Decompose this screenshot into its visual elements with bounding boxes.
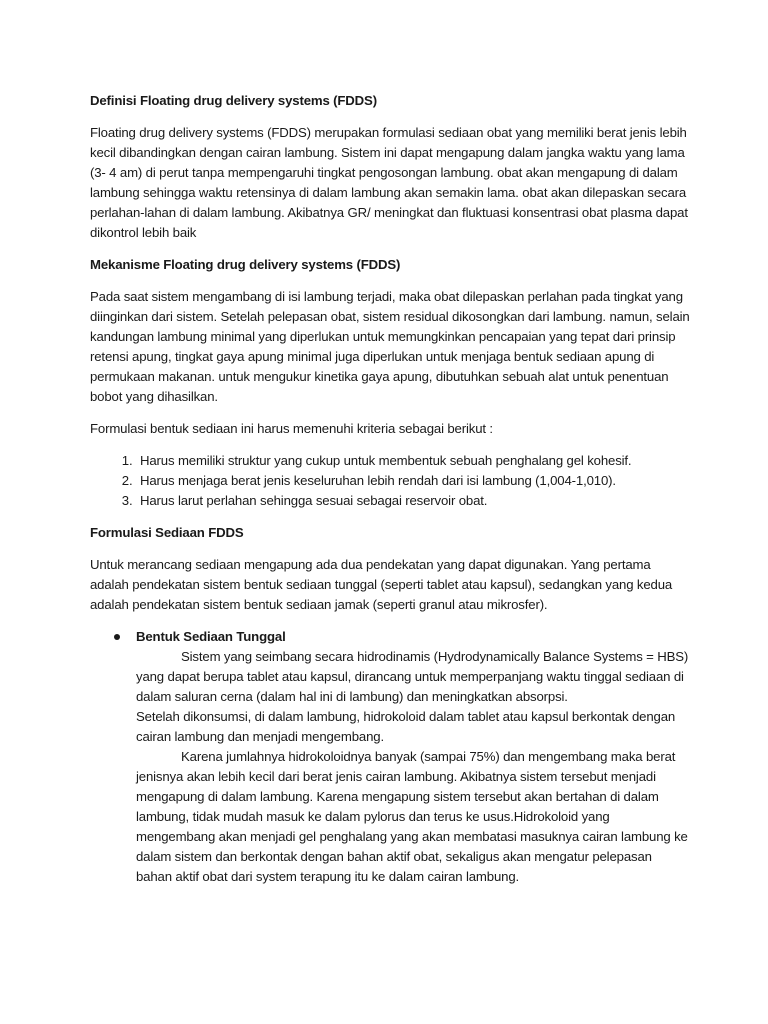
heading-mekanisme: Mekanisme Floating drug delivery systems (FDDS) [90, 257, 401, 272]
bullet-paragraph-1: Sistem yang seimbang secara hidrodinamis (Hydrodynamically Balance Systems = HBS) yang dapat berupa tablet atau kapsul, dirancang untuk memperpanjang waktu tinggal sediaan di dalam saluran cerna (dalam hal ini di lambung) dan meningkatkan absorpsi. [136, 649, 689, 704]
heading-formulasi: Formulasi Sediaan FDDS [90, 525, 244, 540]
criteria-item: 3. Harus larut perlahan sehingga sesuai sebagai reservoir obat. [136, 491, 690, 511]
bullet-dot-icon [114, 634, 120, 640]
document-page [90, 91, 690, 887]
criteria-item: 2. Harus menjaga berat jenis keseluruhan lebih rendah dari isi lambung (1,004-1,010). [136, 471, 690, 491]
paragraph-definisi: Floating drug delivery systems (FDDS) merupakan formulasi sediaan obat yang memiliki berat jenis lebih kecil dibandingkan dengan cairan lambung. Sistem ini dapat mengapung dalam jangka waktu yang lama (3- 4 am) di perut tanpa mempengaruhi tingkat pengosongan lambung. obat akan mengapung di dalam lambung sehingga waktu retensinya di dalam lambung akan semakin lama. obat akan dilepaskan secara perlahan-lahan di dalam lambung. Akibatnya GR/ meningkat dan fluktuasi konsentrasi obat plasma dapat dikontrol lebih baik [90, 125, 688, 240]
bullet-paragraph-2: Setelah dikonsumsi, di dalam lambung, hidrokoloid dalam tablet atau kapsul berkontak dengan cairan lambung dan menjadi mengembang. [136, 709, 676, 744]
criteria-list [90, 451, 690, 511]
bullet-list [90, 627, 690, 887]
bullet-paragraph-3: Karena jumlahnya hidrokoloidnya banyak (sampai 75%) dan mengembang maka berat jenisnya akan lebih kecil dari berat jenis cairan lambung. Akibatnya sistem tersebut menjadi mengapung di dalam lambung. Karena mengapung sistem tersebut akan bertahan di dalam lambung, tidak mudah masuk ke dalam pylorus dan terus ke usus.Hidrokoloid yang mengembang akan menjadi gel penghalang yang akan membatasi masuknya cairan lambung ke dalam sistem dan berkontak dengan bahan aktif obat, sekaligus akan mengatur pelepasan bahan aktif obat dari system terapung itu ke dalam cairan lambung. [136, 749, 688, 884]
paragraph-mekanisme: Pada saat sistem mengambang di isi lambung terjadi, maka obat dilepaskan perlahan pada tingkat yang diinginkan dari sistem. Setelah pelepasan obat, sistem residual dikosongkan dari lambung. namun, selain kandungan lambung minimal yang diperlukan untuk memungkinkan pencapaian yang tepat dari prinsip retensi apung, tingkat gaya apung minimal juga diperlukan untuk menjaga bentuk sediaan apung di permukaan makanan. untuk mengukur kinetika gaya apung, dibutuhkan sebuah alat untuk penentuan bobot yang dihasilkan. [90, 289, 690, 404]
heading-definisi: Definisi Floating drug delivery systems (FDDS) [90, 93, 377, 108]
bullet-item-sediaan-tunggal [90, 627, 690, 887]
criteria-item: 1. Harus memiliki struktur yang cukup untuk membentuk sebuah penghalang gel kohesif. [136, 451, 690, 471]
paragraph-formulasi: Untuk merancang sediaan mengapung ada dua pendekatan yang dapat digunakan. Yang pertama adalah pendekatan sistem bentuk sediaan tunggal (seperti tablet atau kapsul), sedangkan yang kedua adalah pendekatan sistem bentuk sediaan jamak (seperti granul atau mikrosfer). [90, 557, 673, 612]
bullet-title: Bentuk Sediaan Tunggal [136, 629, 286, 644]
paragraph-criteria-intro: Formulasi bentuk sediaan ini harus memenuhi kriteria sebagai berikut : [90, 421, 493, 436]
